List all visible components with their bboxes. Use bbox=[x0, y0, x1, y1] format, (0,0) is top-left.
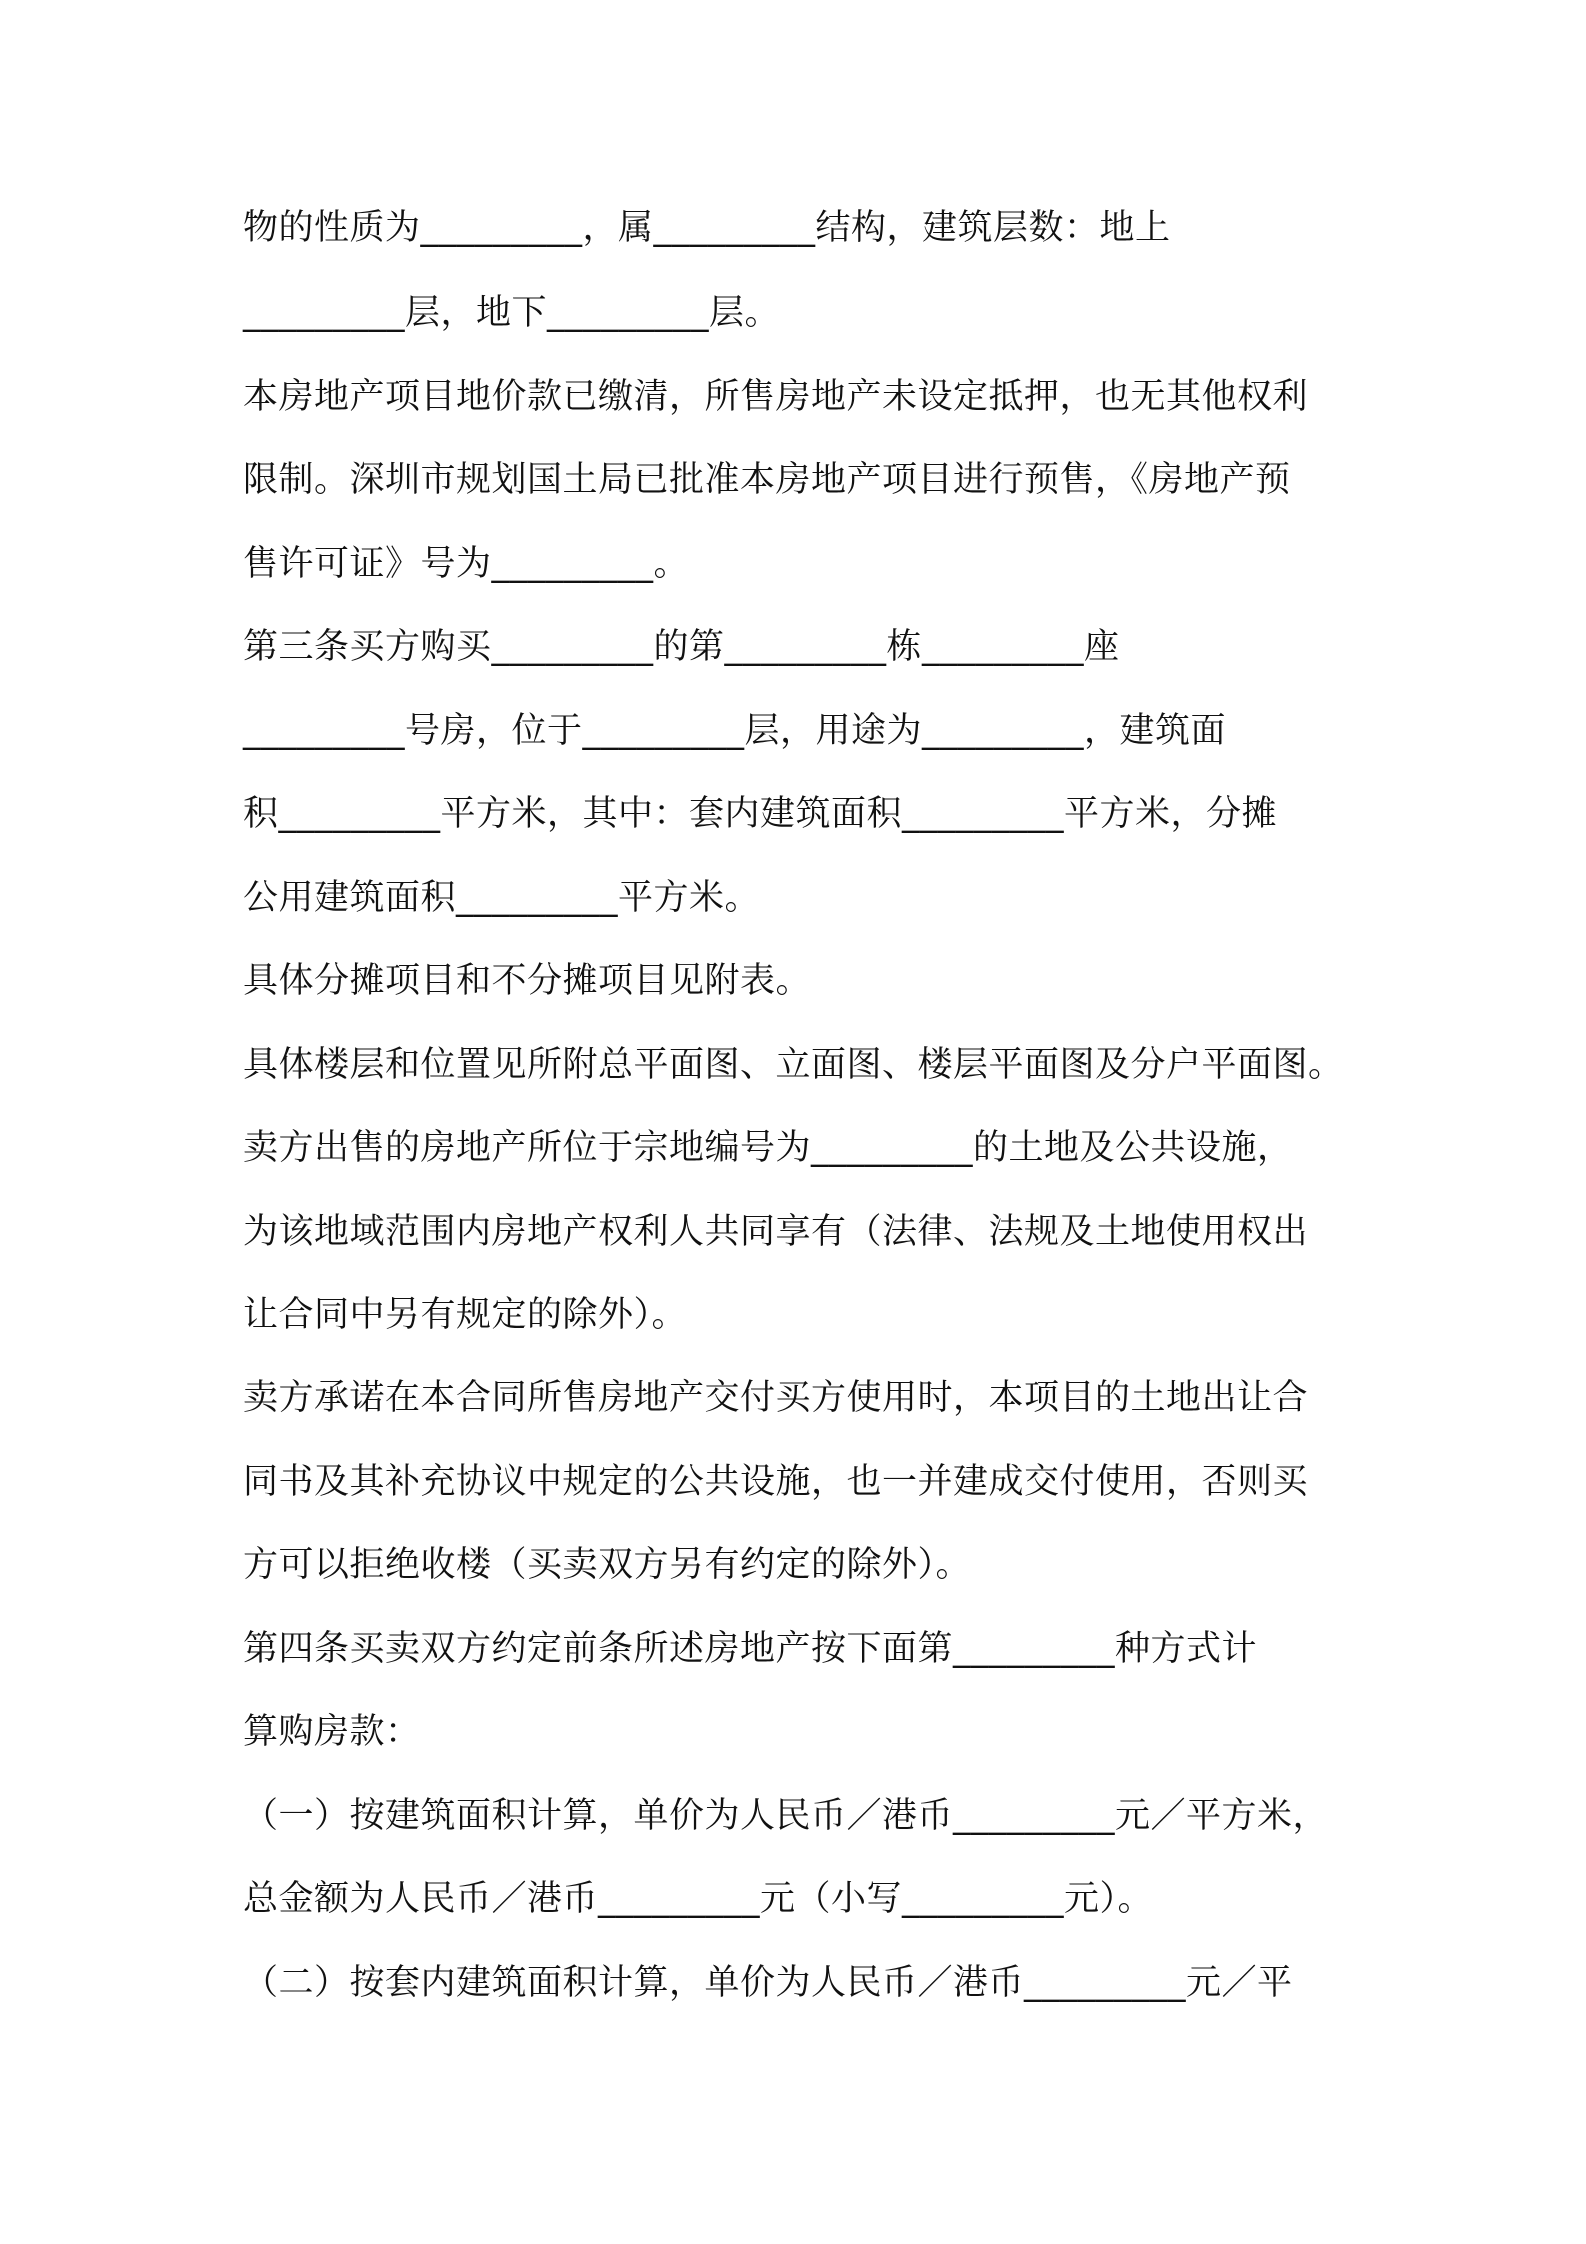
text-line: 方可以拒绝收楼（买卖双方另有约定的除外）。 bbox=[243, 1545, 972, 1585]
text-line: 总金额为人民币／港币_________元（小写_________元）。 bbox=[243, 1879, 1154, 1919]
text-line: （二）按套内建筑面积计算，单价为人民币／港币_________元／平 bbox=[243, 1963, 1293, 2003]
text-line: 卖方承诺在本合同所售房地产交付买方使用时，本项目的土地出让合 bbox=[243, 1378, 1309, 1418]
text-line: 具体分摊项目和不分摊项目见附表。 bbox=[243, 961, 812, 1001]
text-line: 第四条买卖双方约定前条所述房地产按下面第_________种方式计 bbox=[243, 1629, 1258, 1669]
text-line: 算购房款： bbox=[243, 1712, 421, 1752]
text-line: _________号房，位于_________层，用途为_________，建筑面 bbox=[243, 711, 1227, 751]
text-line: _________层，地下_________层。 bbox=[243, 293, 781, 333]
text-line: （一）按建筑面积计算，单价为人民币／港币_________元／平方米， bbox=[243, 1796, 1329, 1836]
text-line: 让合同中另有规定的除外）。 bbox=[243, 1295, 688, 1335]
text-line: 限制。深圳市规划国土局已批准本房地产项目进行预售，《房地产预 bbox=[243, 460, 1291, 500]
text-line: 第三条买方购买_________的第_________栋_________座 bbox=[243, 627, 1120, 667]
text-line: 公用建筑面积_________平方米。 bbox=[243, 878, 761, 918]
text-line: 积_________平方米，其中：套内建筑面积_________平方米，分摊 bbox=[243, 794, 1278, 834]
text-line: 本房地产项目地价款已缴清，所售房地产未设定抵押，也无其他权利 bbox=[243, 377, 1309, 417]
text-line: 为该地域范围内房地产权利人共同享有（法律、法规及土地使用权出 bbox=[243, 1212, 1309, 1252]
text-line: 物的性质为_________，属_________结构，建筑层数：地上 bbox=[243, 208, 1171, 248]
text-line: 售许可证》号为_________。 bbox=[243, 544, 690, 584]
text-line: 同书及其补充协议中规定的公共设施，也一并建成交付使用，否则买 bbox=[243, 1462, 1309, 1502]
text-line: 具体楼层和位置见所附总平面图、立面图、楼层平面图及分户平面图。 bbox=[243, 1045, 1344, 1085]
text-line: 卖方出售的房地产所位于宗地编号为_________的土地及公共设施， bbox=[243, 1128, 1293, 1168]
